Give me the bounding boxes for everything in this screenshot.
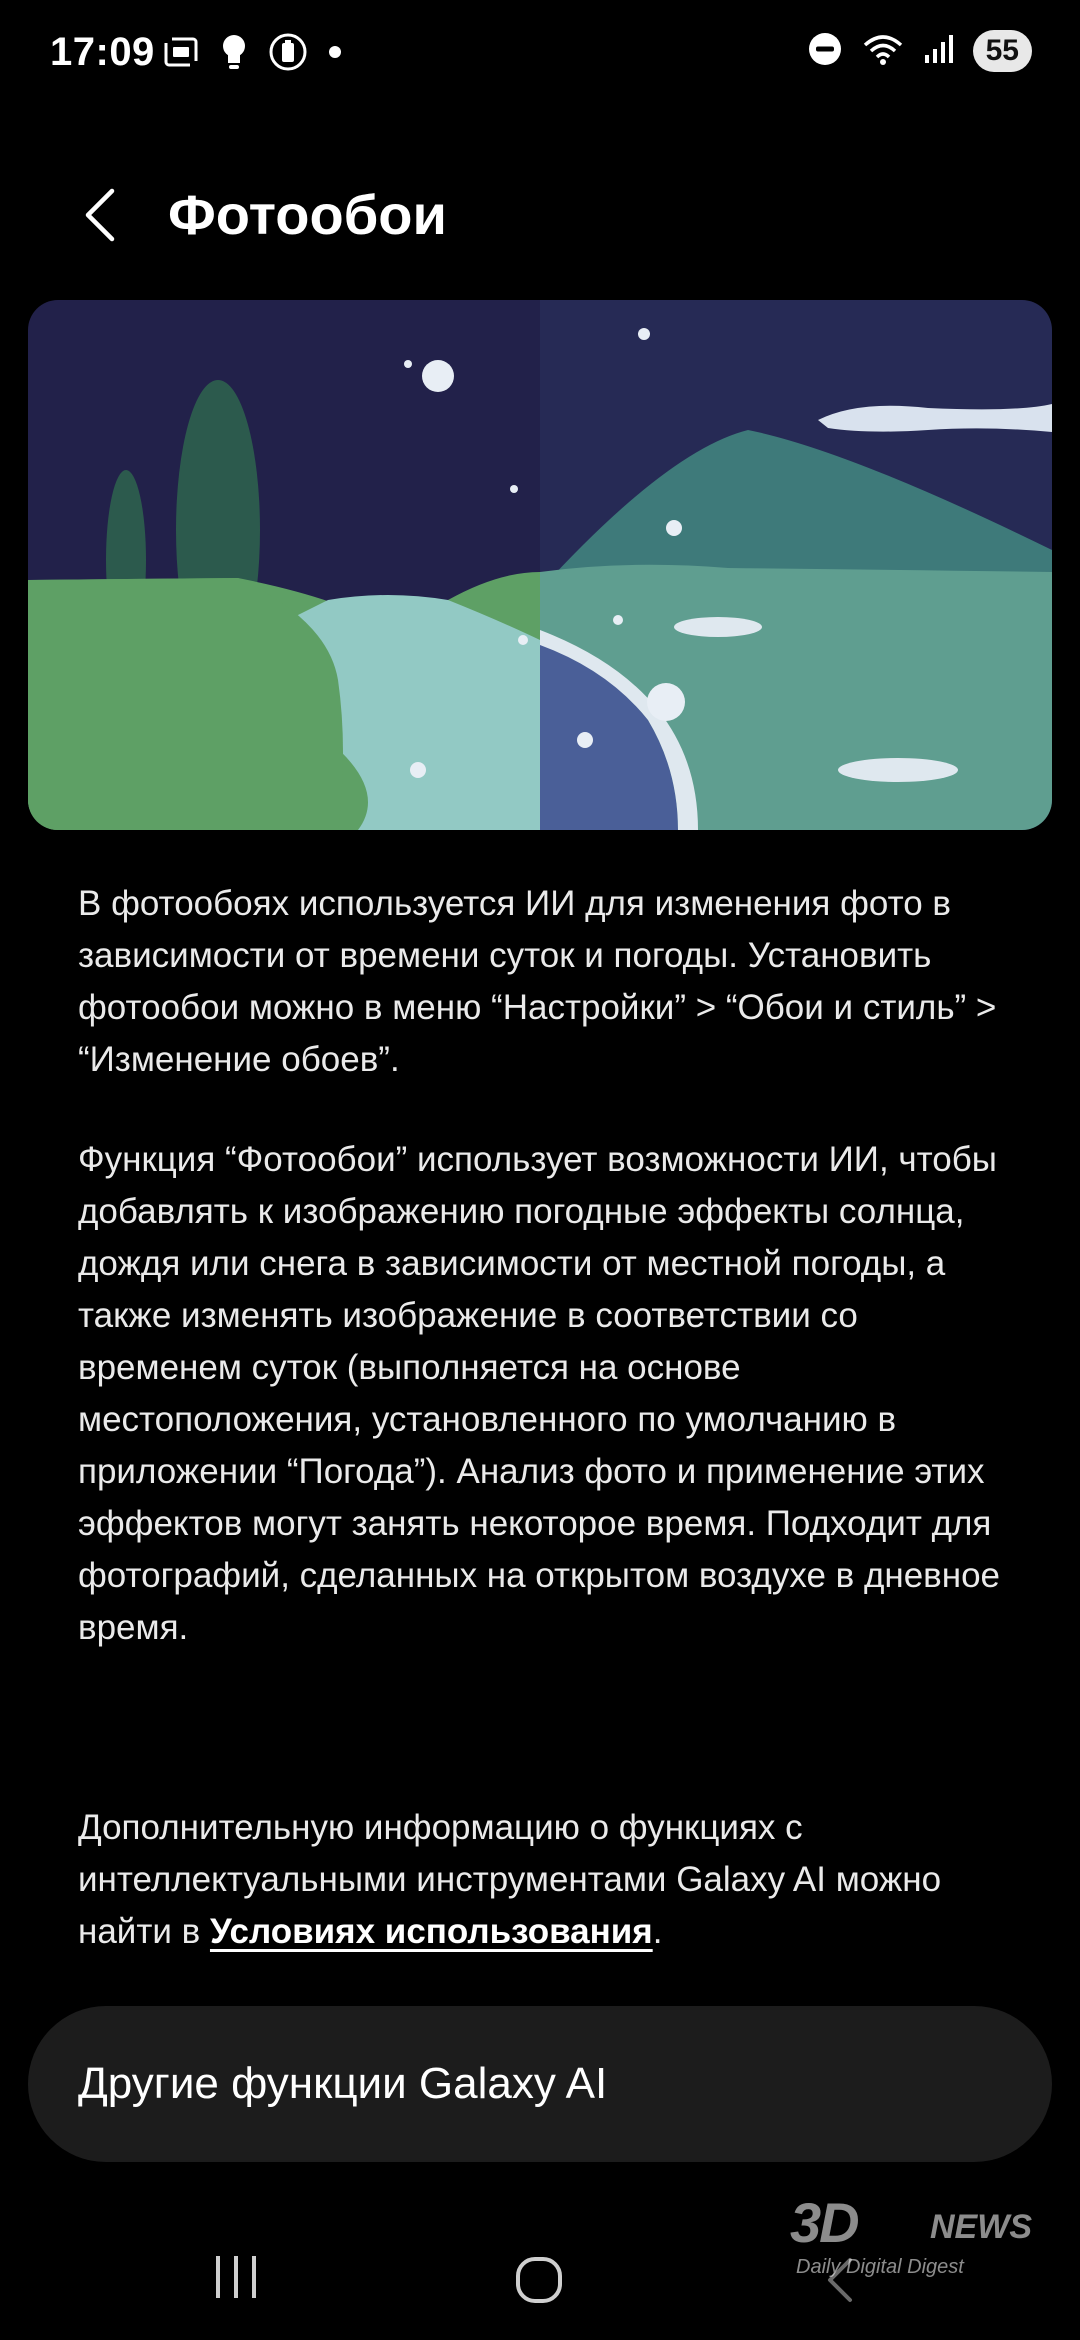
description-paragraph-3 [78, 1802, 1018, 1958]
header [0, 160, 1080, 270]
photo-wallpaper-illustration [28, 300, 1052, 830]
back-button[interactable] [70, 180, 130, 250]
battery-indicator: 55 [973, 30, 1032, 72]
watermark-subtitle: Daily Digital Digest [796, 2256, 964, 2278]
home-icon[interactable] [514, 2256, 564, 2309]
description-paragraph-1: В фотообоях используется ИИ для изменения фото в зависимости от времени суток и погоды. Установить фотообои можно в меню “Настройки” > “Обои и стиль” > “Изменение обоев”. [78, 884, 997, 1079]
do-not-disturb-icon [807, 31, 843, 72]
status-bar [0, 0, 1080, 104]
terms-of-use-link[interactable]: Условиях использования [209, 1912, 653, 1951]
other-features-label: Другие функции Galaxy AI [78, 2059, 608, 2108]
signal-icon [923, 33, 955, 70]
screenshot-icon [162, 33, 200, 76]
page-title: Фотообои [168, 183, 447, 246]
status-time: 17:09 [50, 30, 155, 74]
3dnews-watermark [790, 2190, 1050, 2280]
paragraph-3-end: . [652, 1912, 663, 1951]
status-left-icons [162, 32, 342, 77]
watermark-logo: 3D [790, 2191, 858, 2254]
chevron-left-icon [82, 187, 118, 243]
lightbulb-icon [220, 33, 248, 76]
description-paragraph-2: Функция “Фотообои” использует возможности ИИ, чтобы добавлять к изображению погодные эффекты солнца, дождя или снега в зависимости от местной погоды, а также изменять изображение в соответствии со временем суток (выполняется на основе местоположения, установленного по умолчанию в приложении “Погода”). Анализ фото и применение этих эффектов могут занять некоторое время. Подходит для фотографий, сделанных на открытом воздухе в дневное время. [78, 1140, 1001, 1647]
battery-saver-icon [268, 32, 308, 77]
other-galaxy-ai-features-button[interactable] [28, 2006, 1052, 2162]
dot-icon [328, 45, 342, 64]
recent-apps-icon[interactable] [212, 2254, 262, 2305]
wifi-icon [861, 31, 905, 72]
paragraph-3-text: Дополнительную информацию о функциях с интеллектуальными инструментами Galaxy AI можно найти в [78, 1808, 942, 1951]
status-right-icons [807, 30, 1032, 72]
watermark-news: NEWS [930, 2208, 1032, 2246]
